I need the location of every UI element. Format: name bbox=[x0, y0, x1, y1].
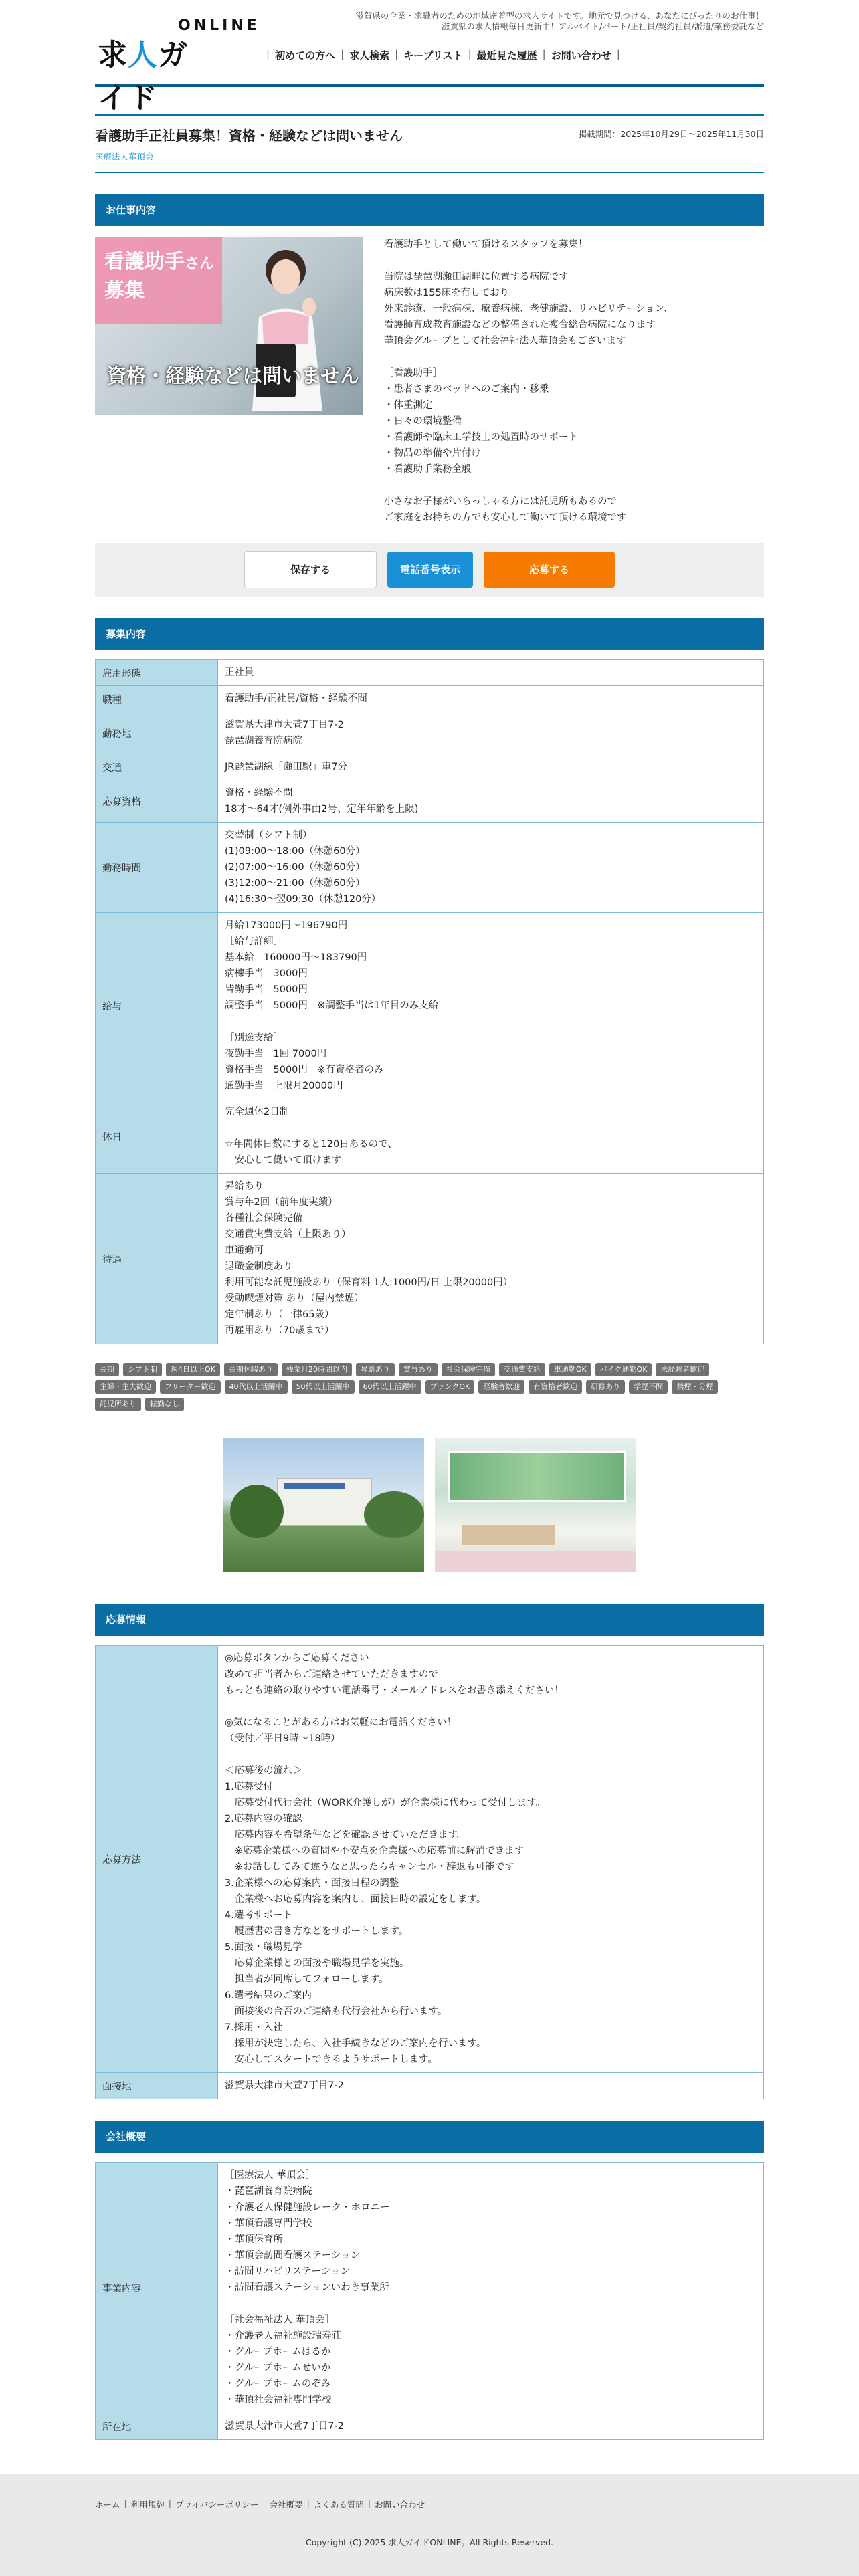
row-label: 応募資格 bbox=[96, 780, 218, 823]
table-row bbox=[96, 823, 764, 913]
table-row bbox=[96, 780, 764, 823]
save-button[interactable]: 保存する bbox=[244, 551, 377, 588]
tag-badge: 転勤なし bbox=[145, 1398, 184, 1411]
table-row bbox=[96, 660, 764, 686]
table-row bbox=[96, 1174, 764, 1344]
header-desc-line2: 滋賀県の求人情報毎日更新中！アルバイト/パート/正社員/契約社員/派遣/業務委託など bbox=[441, 21, 764, 31]
row-label: 所在地 bbox=[96, 2413, 218, 2440]
tag-badge: 40代以上活躍中 bbox=[225, 1380, 288, 1394]
nav-recent-history[interactable]: 最近見た履歴 bbox=[476, 49, 537, 62]
nav-keep-list[interactable]: キープリスト bbox=[403, 49, 463, 62]
global-nav: | 初めての方へ | 求人検索 | キープリスト | 最近見た履歴 | お問い合わせ | bbox=[266, 48, 620, 62]
row-label: 面接地 bbox=[96, 2073, 218, 2099]
job-hero-image bbox=[95, 237, 363, 415]
logo-main-text: 求人ガイド bbox=[98, 38, 188, 115]
show-phone-button[interactable]: 電話番号表示 bbox=[387, 552, 473, 588]
footer-link[interactable]: 利用規約 bbox=[130, 2500, 165, 2510]
tag-badge: 残業月20時間以内 bbox=[282, 1363, 352, 1376]
site-header bbox=[95, 0, 764, 115]
tag-badge: シフト制 bbox=[123, 1363, 162, 1376]
tag-badge: 主婦・主夫歓迎 bbox=[95, 1380, 156, 1394]
site-logo[interactable] bbox=[98, 17, 260, 115]
apply-table bbox=[95, 1645, 764, 2099]
posting-period: 掲載期間：2025年10月29日〜2025年11月30日 bbox=[578, 129, 764, 139]
table-row bbox=[96, 1099, 764, 1174]
logo-online-text: ONLINE bbox=[178, 17, 260, 34]
tag-badge: 賞与あり bbox=[399, 1363, 438, 1376]
footer-link[interactable]: ホーム bbox=[95, 2500, 120, 2510]
hero-title: 看護助手さん 募集 bbox=[104, 250, 215, 302]
section-company-heading: 会社概要 bbox=[95, 2121, 764, 2153]
company-link[interactable]: 医療法人華頂会 bbox=[95, 152, 154, 162]
row-value: 交替制（シフト制） (1)09:00〜18:00（休憩60分） (2)07:00〜16:00（休憩60分） (3)12:00〜21:00（休憩60分） (4)16:30〜翌09:30（休憩120分） bbox=[218, 823, 764, 913]
row-label: 雇用形態 bbox=[96, 660, 218, 686]
job-title-block bbox=[95, 114, 764, 173]
recruit-table bbox=[95, 659, 764, 1344]
facility-photos bbox=[95, 1438, 764, 1572]
hospital-exterior-photo bbox=[223, 1438, 424, 1572]
job-title: 看護助手正社員募集！資格・経験などは問いません bbox=[95, 128, 403, 144]
row-value: 資格・経験不問 18才〜64才(例外事由2号、定年年齢を上限) bbox=[218, 780, 764, 823]
section-apply-heading: 応募情報 bbox=[95, 1604, 764, 1636]
table-row bbox=[96, 712, 764, 754]
tag-badge: 経験者歓迎 bbox=[478, 1380, 524, 1394]
tag-badge: 週4日以上OK bbox=[166, 1363, 220, 1376]
nav-first-time[interactable]: 初めての方へ bbox=[275, 49, 336, 62]
row-label: 応募方法 bbox=[96, 1646, 218, 2073]
footer-link[interactable]: お問い合わせ bbox=[375, 2500, 425, 2510]
footer-link[interactable]: 会社概要 bbox=[269, 2500, 303, 2510]
action-button-bar bbox=[95, 543, 764, 597]
row-value: 完全週休2日制 ☆年間休日数にすると120日あるので、 安心して働いて頂けます bbox=[218, 1099, 764, 1174]
section-recruit-heading: 募集内容 bbox=[95, 618, 764, 650]
footer-link[interactable]: プライバシーポリシー bbox=[175, 2500, 259, 2510]
row-label: 事業内容 bbox=[96, 2163, 218, 2413]
hospital-lobby-photo bbox=[435, 1438, 636, 1572]
row-value: 看護助手/正社員/資格・経験不問 bbox=[218, 686, 764, 712]
table-row bbox=[96, 913, 764, 1099]
row-label: 職種 bbox=[96, 686, 218, 712]
nav-job-search[interactable]: 求人検索 bbox=[349, 49, 390, 62]
tag-badge: 託児所あり bbox=[95, 1398, 141, 1411]
row-label: 勤務地 bbox=[96, 712, 218, 754]
apply-button[interactable]: 応募する bbox=[484, 552, 615, 588]
job-tags bbox=[95, 1363, 757, 1411]
table-row bbox=[96, 2413, 764, 2440]
row-value: 月給173000円〜196790円 ［給与詳細］ 基本給 160000円〜183790円 病棟手当 3000円 皆勤手当 5000円 調整手当 5000円 ※調整手当は1年目のみ支給 ［別途支給］ 夜勤手当 1回 7000円 資格手当 5000円 ※有資格者のみ 通勤手当 上限月20000円 bbox=[218, 913, 764, 1099]
tag-badge: 長期休暇あり bbox=[224, 1363, 278, 1376]
row-label: 給与 bbox=[96, 913, 218, 1099]
tag-badge: 未経験者歓迎 bbox=[656, 1363, 709, 1376]
header-desc-line1: 滋賀県の企業・求職者のための地域密着型の求人サイトです。地元で見つける、あなたにぴったりのお仕事！ bbox=[355, 11, 764, 21]
tag-badge: 60代以上活躍中 bbox=[359, 1380, 421, 1394]
tag-badge: ブランクOK bbox=[425, 1380, 475, 1394]
row-value: 正社員 bbox=[218, 660, 764, 686]
row-value: 滋賀県大津市大萱7丁目7-2 琵琶湖養育院病院 bbox=[218, 712, 764, 754]
row-label: 休日 bbox=[96, 1099, 218, 1174]
company-table bbox=[95, 2162, 764, 2440]
table-row bbox=[96, 2163, 764, 2413]
row-value: 滋賀県大津市大萱7丁目7-2 bbox=[218, 2073, 764, 2099]
tag-badge: 社会保険完備 bbox=[442, 1363, 495, 1376]
tag-badge: フリーター歓迎 bbox=[160, 1380, 221, 1394]
tag-badge: 有資格者歓迎 bbox=[529, 1380, 582, 1394]
tag-badge: 交通費支給 bbox=[499, 1363, 545, 1376]
row-value: 昇給あり 賞与年2回（前年度実績） 各種社会保険完備 交通費実費支給（上限あり） 車通勤可 退職金制度あり 利用可能な託児施設あり（保育料 1人:1000円/日 上限20000円） 受動喫煙対策 あり（屋内禁煙） 定年制あり（一律65歳） 再雇用あり（70歳まで） bbox=[218, 1174, 764, 1344]
tag-badge: 学歴不問 bbox=[629, 1380, 668, 1394]
row-value: ［医療法人 華頂会］ ・琵琶湖養育院病院 ・介護老人保健施設レーク・ホロニー ・華頂看護専門学校 ・華頂保育所 ・華頂会訪問看護ステーション ・訪問リハビリステーション ・訪問看護ステーションいわき事業所 ［社会福祉法人 華頂会］ ・介護老人福祉施設瑞寿荘 ・グループホームはるか ・グループホームせいか ・グループホームのぞみ ・華頂社会福祉専門学校 bbox=[218, 2163, 764, 2413]
row-label: 待遇 bbox=[96, 1174, 218, 1344]
tag-badge: 禁煙・分煙 bbox=[672, 1380, 718, 1394]
tag-badge: 昇給あり bbox=[356, 1363, 395, 1376]
table-row bbox=[96, 686, 764, 712]
row-label: 交通 bbox=[96, 754, 218, 780]
tag-badge: 長期 bbox=[95, 1363, 119, 1376]
nav-contact[interactable]: お問い合わせ bbox=[551, 49, 611, 62]
footer-links: ホーム | 利用規約 | プライバシーポリシー | 会社概要 | よくある質問 | お問い合わせ bbox=[95, 2498, 425, 2510]
row-label: 勤務時間 bbox=[96, 823, 218, 913]
site-footer bbox=[0, 2474, 859, 2576]
table-row bbox=[96, 2073, 764, 2099]
copyright: Copyright (C) 2025 求人ガイドONLINE。All Rights Reserved. bbox=[305, 2537, 554, 2547]
tag-badge: バイク通勤OK bbox=[595, 1363, 652, 1376]
table-row bbox=[96, 1646, 764, 2073]
header-description bbox=[282, 11, 764, 32]
section-work-heading: お仕事内容 bbox=[95, 194, 764, 226]
row-value: JR琵琶湖線「瀬田駅」車7分 bbox=[218, 754, 764, 780]
tag-badge: 50代以上活躍中 bbox=[292, 1380, 355, 1394]
job-description bbox=[95, 237, 764, 543]
tag-badge: 研修あり bbox=[586, 1380, 625, 1394]
row-value: ◎応募ボタンからご応募ください 改めて担当者からご連絡させていただきますので もっとも連絡の取りやすい電話番号・メールアドレスをお書き添えください！ ◎気になることがある方はお気軽にお電話ください！ （受付／平日9時〜18時） ＜応募後の流れ＞ 1.応募受付 応募受付代行会社（WORK介護しが）が企業様に代わって受付します。 2.応募内容の確認 応募内容や希望条件などを確認させていただきます。 ※応募企業様への質問や不安点を企業様への応募前に解消できます ※お話ししてみて違うなと思ったらキャンセル・辞退も可能です 3.企業様への応募案内・面接日程の調整 企業様へお応募内容を案内し、面接日時の設定をします。 4.選考サポート 履歴書の書き方などをサポートします。 5.面接・職場見学 応募企業様との面接や職場見学を実施。 担当者が同席してフォローします。 6.選考結果のご案内 面接後の合否のご連絡も代行会社から行います。 7.採用・入社 採用が決定したら、入社手続きなどのご案内を行います。 安心してスタートできるようサポートします。 bbox=[218, 1646, 764, 2073]
tag-badge: 車通勤OK bbox=[549, 1363, 591, 1376]
table-row bbox=[96, 754, 764, 780]
row-value: 滋賀県大津市大萱7丁目7-2 bbox=[218, 2413, 764, 2440]
hero-overlay-text: 資格・経験などは問いません bbox=[107, 364, 360, 387]
footer-link[interactable]: よくある質問 bbox=[313, 2500, 364, 2510]
job-description-text: 看護助手として働いて頂けるスタッフを募集！ 当院は琵琶湖瀬田湖畔に位置する病院です 病床数は155床を有しており 外来診療、一般病棟、療養病棟、老健施設、リハビリテーション、 看護師育成教育施設などの整備された複合総合病院になります 華頂会グループとして社会福祉法人華頂会もございます ［看護助手］ ・患者さまのベッドへのご案内・移乗 ・体重測定 ・日々の環境整備 ・看護師や臨床工学技士の処置時のサポート ・物品の準備や片付け ・看護助手業務全般 小さなお子様がいらっしゃる方には託児所もあるので ご家庭をお持ちの方でも安心して働いて頂ける環境です bbox=[384, 239, 674, 523]
